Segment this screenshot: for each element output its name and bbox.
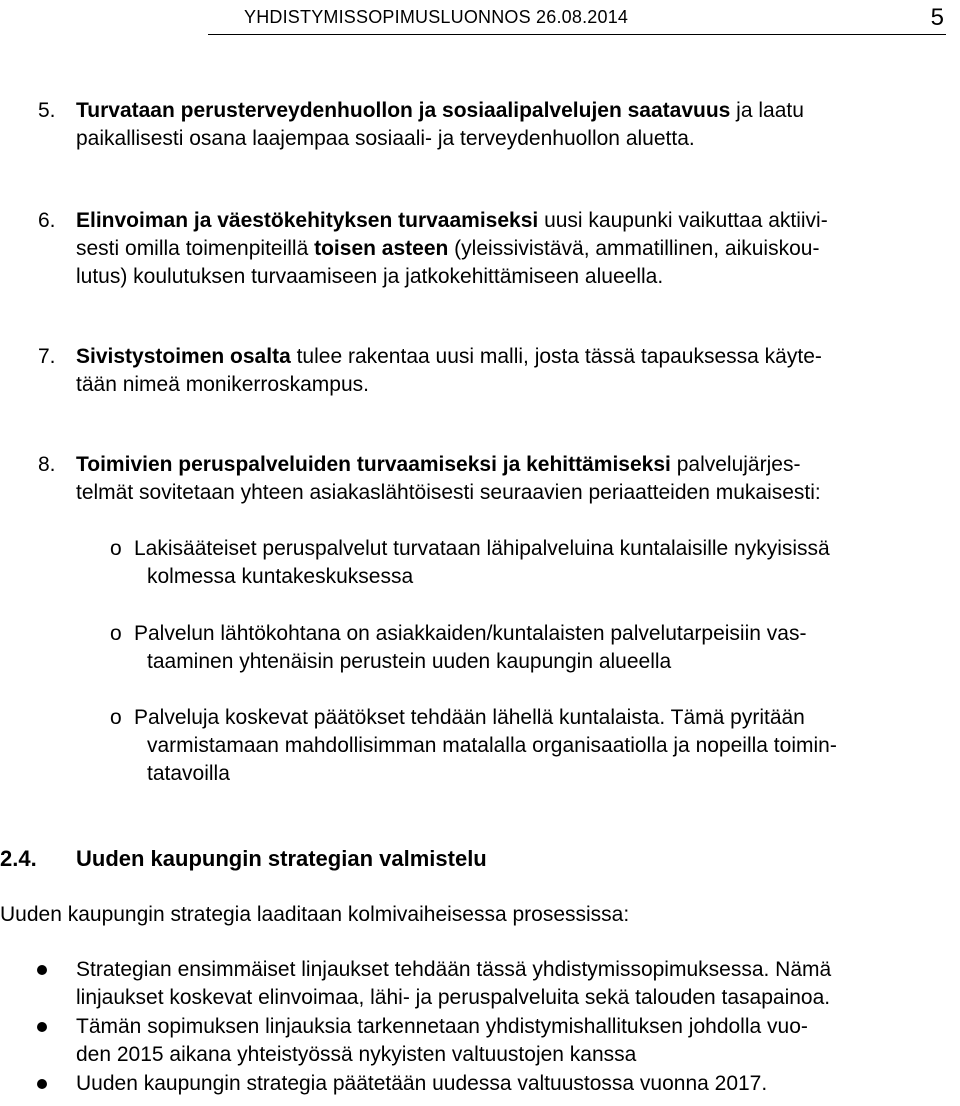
item-bold-text: Elinvoiman ja väestökehityksen turvaamiseksi [76, 209, 539, 232]
bullet-line: den 2015 aikana yhteistyössä nykyisten valtuustojen kanssa [76, 1043, 637, 1066]
item-bold-text: Turvataan perusterveydenhuollon ja sosiaalipalvelujen saatavuus [76, 99, 731, 122]
item-line [76, 343, 822, 371]
item-line [76, 451, 800, 479]
item-line [76, 97, 804, 125]
sub-item-line: varmistamaan mahdollisimman matalalla organisaatiolla ja nopeilla toimin- [147, 734, 837, 757]
item-line: lutus) koulutuksen turvaamiseen ja jatkokehittämiseen alueella. [76, 265, 664, 288]
bullet-dot-icon [37, 1022, 47, 1032]
item-text: tulee rakentaa uusi malli, josta tässä tapauksessa käyte- [290, 345, 822, 368]
item-text: ja laatu [730, 99, 804, 122]
sub-item-marker: o [110, 622, 122, 645]
bullet-dot-icon [37, 965, 47, 975]
item-line [76, 207, 828, 235]
item-bold-text: toisen asteen [314, 237, 449, 260]
sub-item-line: taaminen yhtenäisin perustein uuden kaupungin alueella [147, 650, 672, 673]
bullet-dot-icon [37, 1079, 47, 1089]
sub-item-marker: o [110, 537, 122, 560]
section-number: 2.4. [0, 846, 37, 871]
item-line [76, 235, 819, 263]
sub-item-line: Palvelun lähtökohtana on asiakkaiden/kuntalaisten palvelutarpeisiin vas- [134, 622, 807, 645]
header-title: YHDISTYMISSOPIMUSLUONNOS 26.08.2014 [244, 7, 629, 27]
item-text: palvelujärjes- [670, 453, 801, 476]
bullet-line: linjaukset koskevat elinvoimaa, lähi- ja peruspalveluita sekä talouden tasapainoa. [76, 986, 831, 1009]
sub-item-line: tatavoilla [147, 762, 230, 785]
item-text: (yleissivistävä, ammatillinen, aikuiskou- [448, 237, 820, 260]
item-line: telmät sovitetaan yhteen asiakaslähtöisesti seuraavien periaatteiden mukaisesti: [76, 481, 821, 504]
sub-item-line: Palveluja koskevat päätökset tehdään lähellä kuntalaista. Tämä pyritään [134, 706, 805, 729]
page-number: 5 [930, 4, 944, 31]
sub-item-line: kolmessa kuntakeskuksessa [147, 565, 414, 588]
section-title: Uuden kaupungin strategian valmistelu [76, 846, 487, 871]
bullet-line: Tämän sopimuksen linjauksia tarkennetaan yhdistymishallituksen johdolla vuo- [76, 1015, 808, 1038]
bullet-line: Uuden kaupungin strategia päätetään uudessa valtuustossa vuonna 2017. [76, 1072, 768, 1095]
item-line: tään nimeä monikerroskampus. [76, 373, 369, 396]
item-line: paikallisesti osana laajempaa sosiaali- ja terveydenhuollon aluetta. [76, 127, 695, 150]
item-number: 6. [38, 209, 56, 232]
item-bold-text: Sivistystoimen osalta [76, 345, 291, 368]
sub-item-line: Lakisääteiset peruspalvelut turvataan lähipalveluina kuntalaisille nykyisissä [134, 537, 830, 560]
item-number: 7. [38, 345, 56, 368]
bullet-line: Strategian ensimmäiset linjaukset tehdään tässä yhdistymissopimuksessa. Nämä [76, 958, 832, 981]
sub-item-marker: o [110, 706, 122, 729]
item-text: sesti omilla toimenpiteillä [76, 237, 315, 260]
item-text: uusi kaupunki vaikuttaa aktiivi- [538, 209, 828, 232]
item-bold-text: Toimivien peruspalveluiden turvaamiseksi ja kehittämiseksi [76, 453, 671, 476]
item-number: 5. [38, 99, 56, 122]
section-intro: Uuden kaupungin strategia laaditaan kolmivaiheisessa prosessissa: [0, 903, 630, 926]
page-header [208, 4, 946, 35]
item-number: 8. [38, 453, 56, 476]
